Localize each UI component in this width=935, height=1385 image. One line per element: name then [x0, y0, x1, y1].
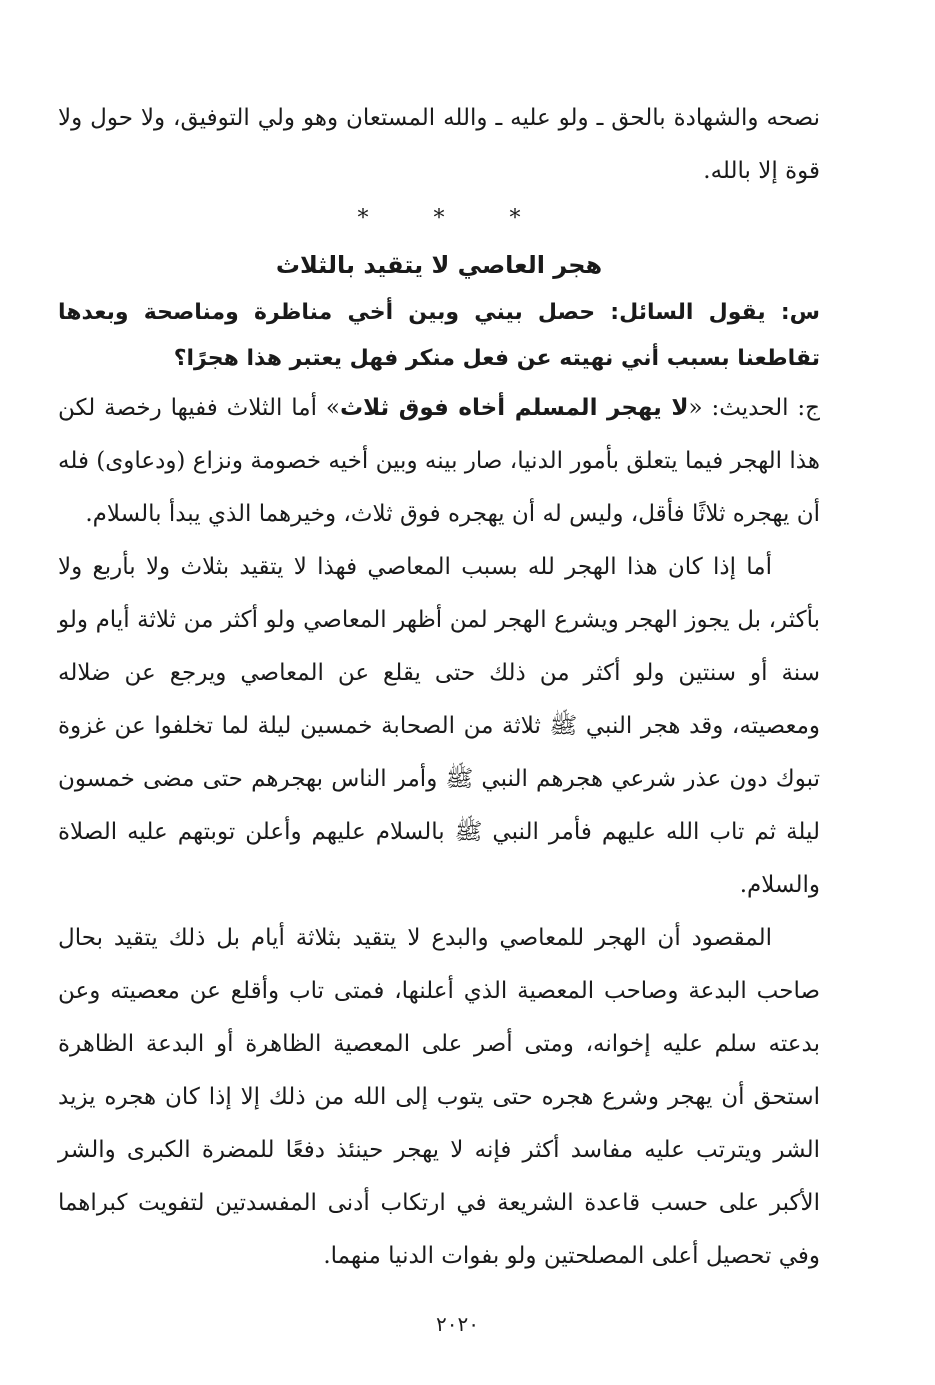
- opening-paragraph: نصحه والشهادة بالحق ـ ولو عليه ـ والله المستعان وهو ولي التوفيق، ولا حول ولا قوة إلا بالله.: [58, 105, 820, 184]
- page-number: ٢٠٢٠: [436, 1312, 479, 1336]
- paragraph-2: أما إذا كان هذا الهجر لله بسبب المعاصي فهذا لا يتقيد بثلاث ولا بأربع ولا بأكثر، بل يجوز الهجر ويشرع الهجر لمن أظهر المعاصي ولو أكثر من ثلاثة أيام ولو سنة أو سنتين ولو أكثر من ذلك حتى يقلع عن المعاصي ويرجع عن ضلاله ومعصيته، وقد هجر النبي ﷺ ثلاثة من الصحابة خمسين ليلة لما تخلفوا عن غزوة تبوك دون عذر شرعي هجرهم النبي ﷺ وأمر الناس بهجرهم حتى مضى خمسون ليلة ثم تاب الله عليهم فأمر النبي ﷺ بالسلام عليهم وأعلن توبتهم عليه الصلاة والسلام.: [58, 554, 820, 898]
- question-paragraph: س: يقول السائل: حصل بيني وبين أخي مناظرة ومناصحة وبعدها تقاطعنا بسبب أني نهيته عن فعل منكر فهل يعتبر هذا هجرًا؟: [58, 300, 820, 371]
- answer-paragraph: [58, 382, 820, 541]
- section-heading: هجر العاصي لا يتقيد بالثلاث: [275, 251, 603, 279]
- section-separator: * * *: [357, 206, 521, 231]
- paragraph-3: المقصود أن الهجر للمعاصي والبدع لا يتقيد بثلاثة أيام بل ذلك يتقيد بحال صاحب البدعة وصاحب المعصية الذي أعلنها، فمتى تاب وأقلع عن معصيته وعن بدعته سلم عليه إخوانه، ومتى أصر على المعصية الظاهرة أو البدعة الظاهرة استحق أن يهجر وشرع هجره حتى يتوب إلى الله من ذلك إلا إذا كان هجره يزيد الشر ويترتب عليه مفاسد أكثر فإنه لا يهجر حينئذ دفعًا للمضرة الكبرى والشر الأكبر على حسب قاعدة الشريعة في ارتكاب أدنى المفسدتين لتفويت كبراهما وفي تحصيل أعلى المصلحتين ولو بفوات الدنيا منهما.: [58, 925, 820, 1269]
- answer-rest: » أما الثلاث ففيها رخصة لكن هذا الهجر فيما يتعلق بأمور الدنيا، صار بينه وبين أخيه خصومة ونزاع (ودعاوى) فله أن يهجره ثلاثًا فأقل، وليس له أن يهجره فوق ثلاث، وخيرهما الذي يبدأ بالسلام.: [58, 395, 820, 527]
- answer-prefix: ج: الحديث: «: [688, 395, 820, 421]
- page-body: [58, 92, 820, 1283]
- hadith-quote: لا يهجر المسلم أخاه فوق ثلاث: [339, 395, 689, 421]
